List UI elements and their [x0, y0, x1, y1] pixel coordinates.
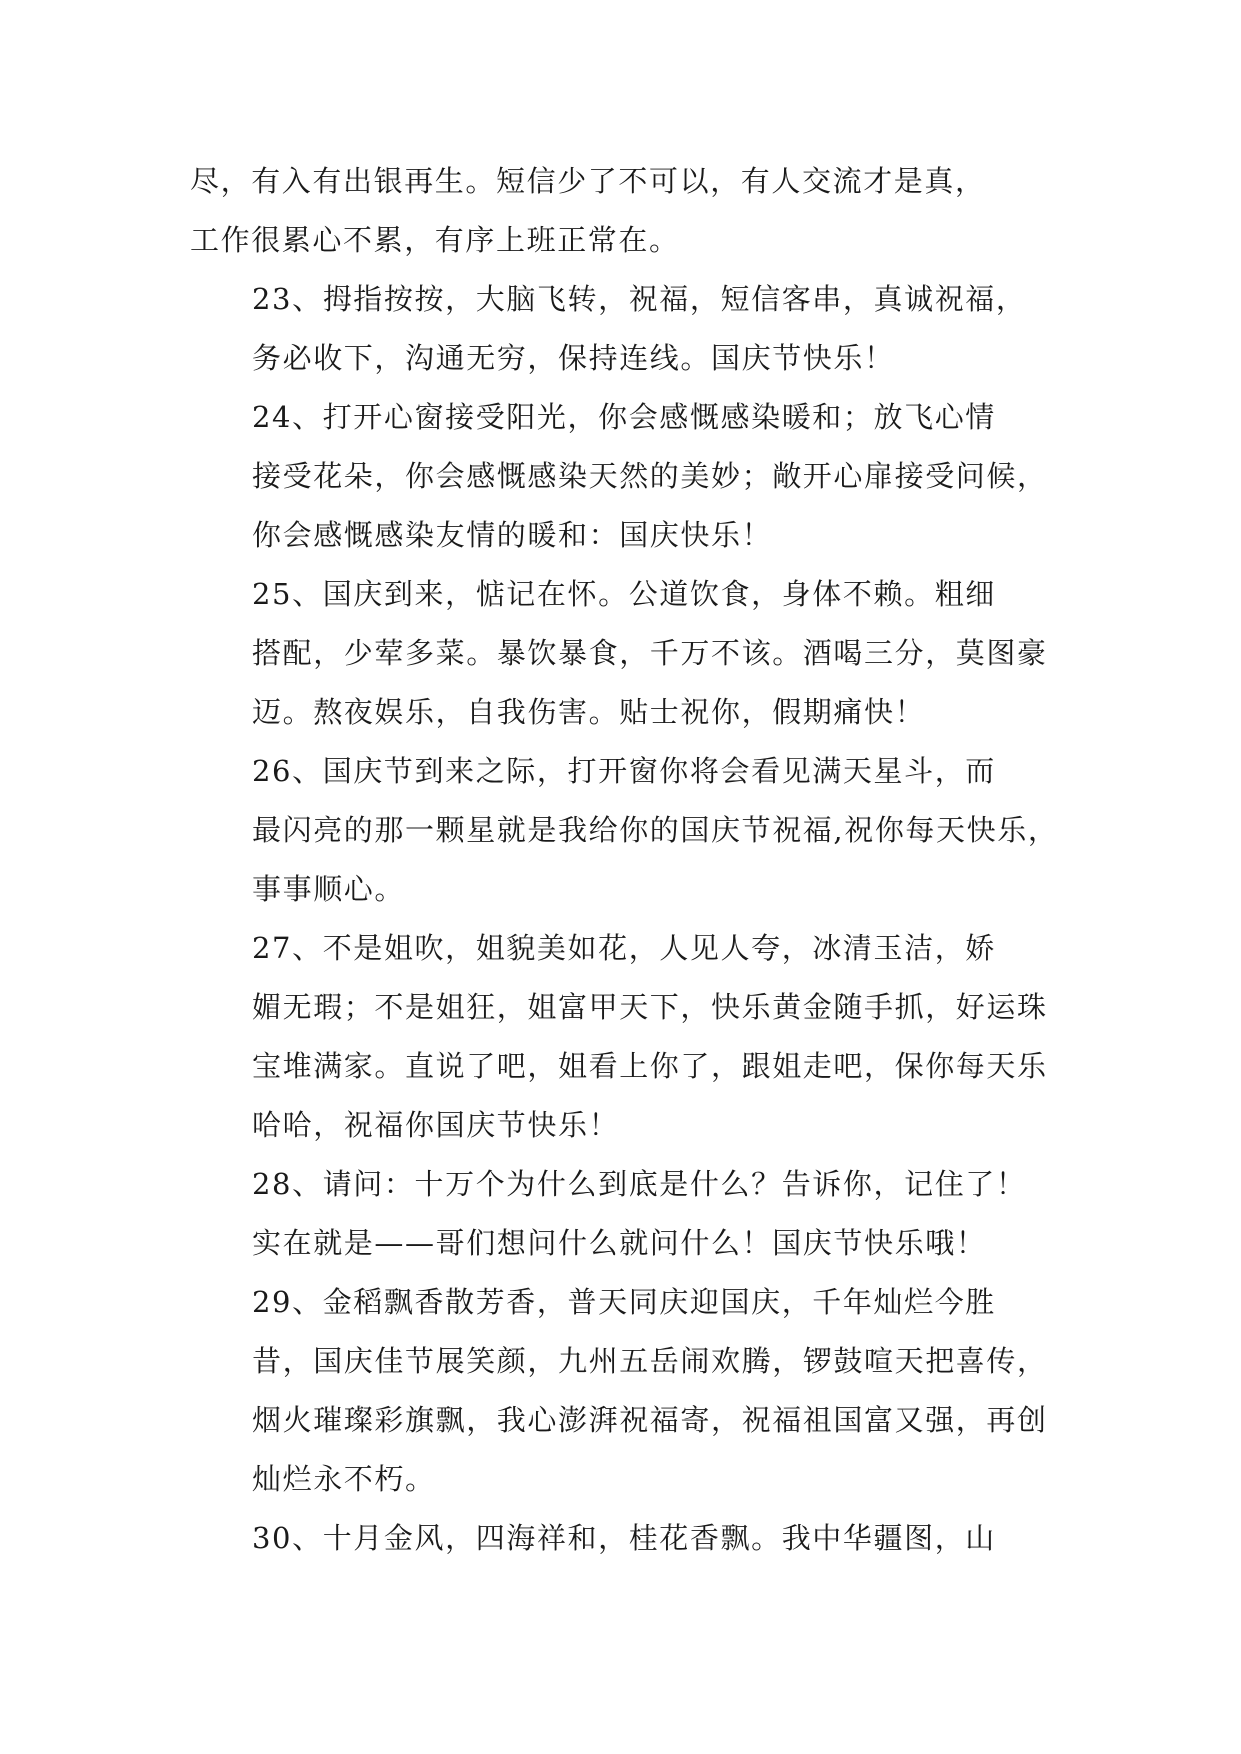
body-text [190, 152, 1060, 1568]
text-line: 25、国庆到来，惦记在怀。公道饮食，身体不赖。粗细 [252, 577, 996, 611]
text-line: 搭配，少荤多菜。暴饮暴食，千万不该。酒喝三分，莫图豪 [252, 636, 1048, 670]
text-line: 媚无瑕；不是姐狂，姐富甲天下，快乐黄金随手抓，好运珠 [252, 990, 1048, 1024]
text-line: 你会感慨感染友情的暖和：国庆快乐！ [252, 518, 773, 552]
text-line: 哈哈，祝福你国庆节快乐！ [252, 1108, 620, 1142]
text-line: 宝堆满家。直说了吧，姐看上你了，跟姐走吧，保你每天乐 [252, 1049, 1048, 1083]
text-line: 30、十月金风，四海祥和，桂花香飘。我中华疆图，山 [252, 1521, 996, 1555]
text-line: 实在就是——哥们想问什么就问什么！国庆节快乐哦！ [252, 1226, 987, 1260]
text-line: 昔，国庆佳节展笑颜，九州五岳闹欢腾，锣鼓喧天把喜传， [252, 1344, 1048, 1378]
paragraph [190, 270, 1060, 388]
text-line: 尽，有入有出银再生。短信少了不可以，有人交流才是真， [190, 164, 986, 198]
text-line: 24、打开心窗接受阳光，你会感慨感染暖和；放飞心情 [252, 400, 996, 434]
text-line: 27、不是姐吹，姐貌美如花，人见人夸，冰清玉洁，娇 [252, 931, 996, 965]
text-line: 事事顺心。 [252, 872, 406, 906]
text-line: 烟火璀璨彩旗飘，我心澎湃祝福寄，祝福祖国富又强，再创 [252, 1403, 1048, 1437]
document-page [190, 152, 1060, 1568]
text-line: 最闪亮的那一颗星就是我给你的国庆节祝福,祝你每天快乐， [252, 813, 1059, 847]
paragraph [190, 565, 1060, 742]
text-line: 务必收下，沟通无穷，保持连线。国庆节快乐！ [252, 341, 895, 375]
text-line: 29、金稻飘香散芳香，普天同庆迎国庆，千年灿烂今胜 [252, 1285, 996, 1319]
text-line: 23、拇指按按，大脑飞转，祝福，短信客串，真诚祝福， [252, 282, 1027, 316]
text-line: 灿烂永不朽。 [252, 1462, 436, 1496]
text-line: 26、国庆节到来之际，打开窗你将会看见满天星斗，而 [252, 754, 996, 788]
text-line: 接受花朵，你会感慨感染天然的美妙；敞开心扉接受问候， [252, 459, 1048, 493]
paragraph [190, 742, 1060, 919]
paragraph [190, 152, 1060, 270]
text-line: 工作很累心不累，有序上班正常在。 [190, 223, 680, 257]
paragraph [190, 388, 1060, 565]
text-line: 28、请问：十万个为什么到底是什么？告诉你，记住了！ [252, 1167, 1027, 1201]
paragraph [190, 1155, 1060, 1273]
text-line: 迈。熬夜娱乐，自我伤害。贴士祝你，假期痛快！ [252, 695, 926, 729]
paragraph [190, 919, 1060, 1155]
paragraph [190, 1509, 1060, 1568]
paragraph [190, 1273, 1060, 1509]
